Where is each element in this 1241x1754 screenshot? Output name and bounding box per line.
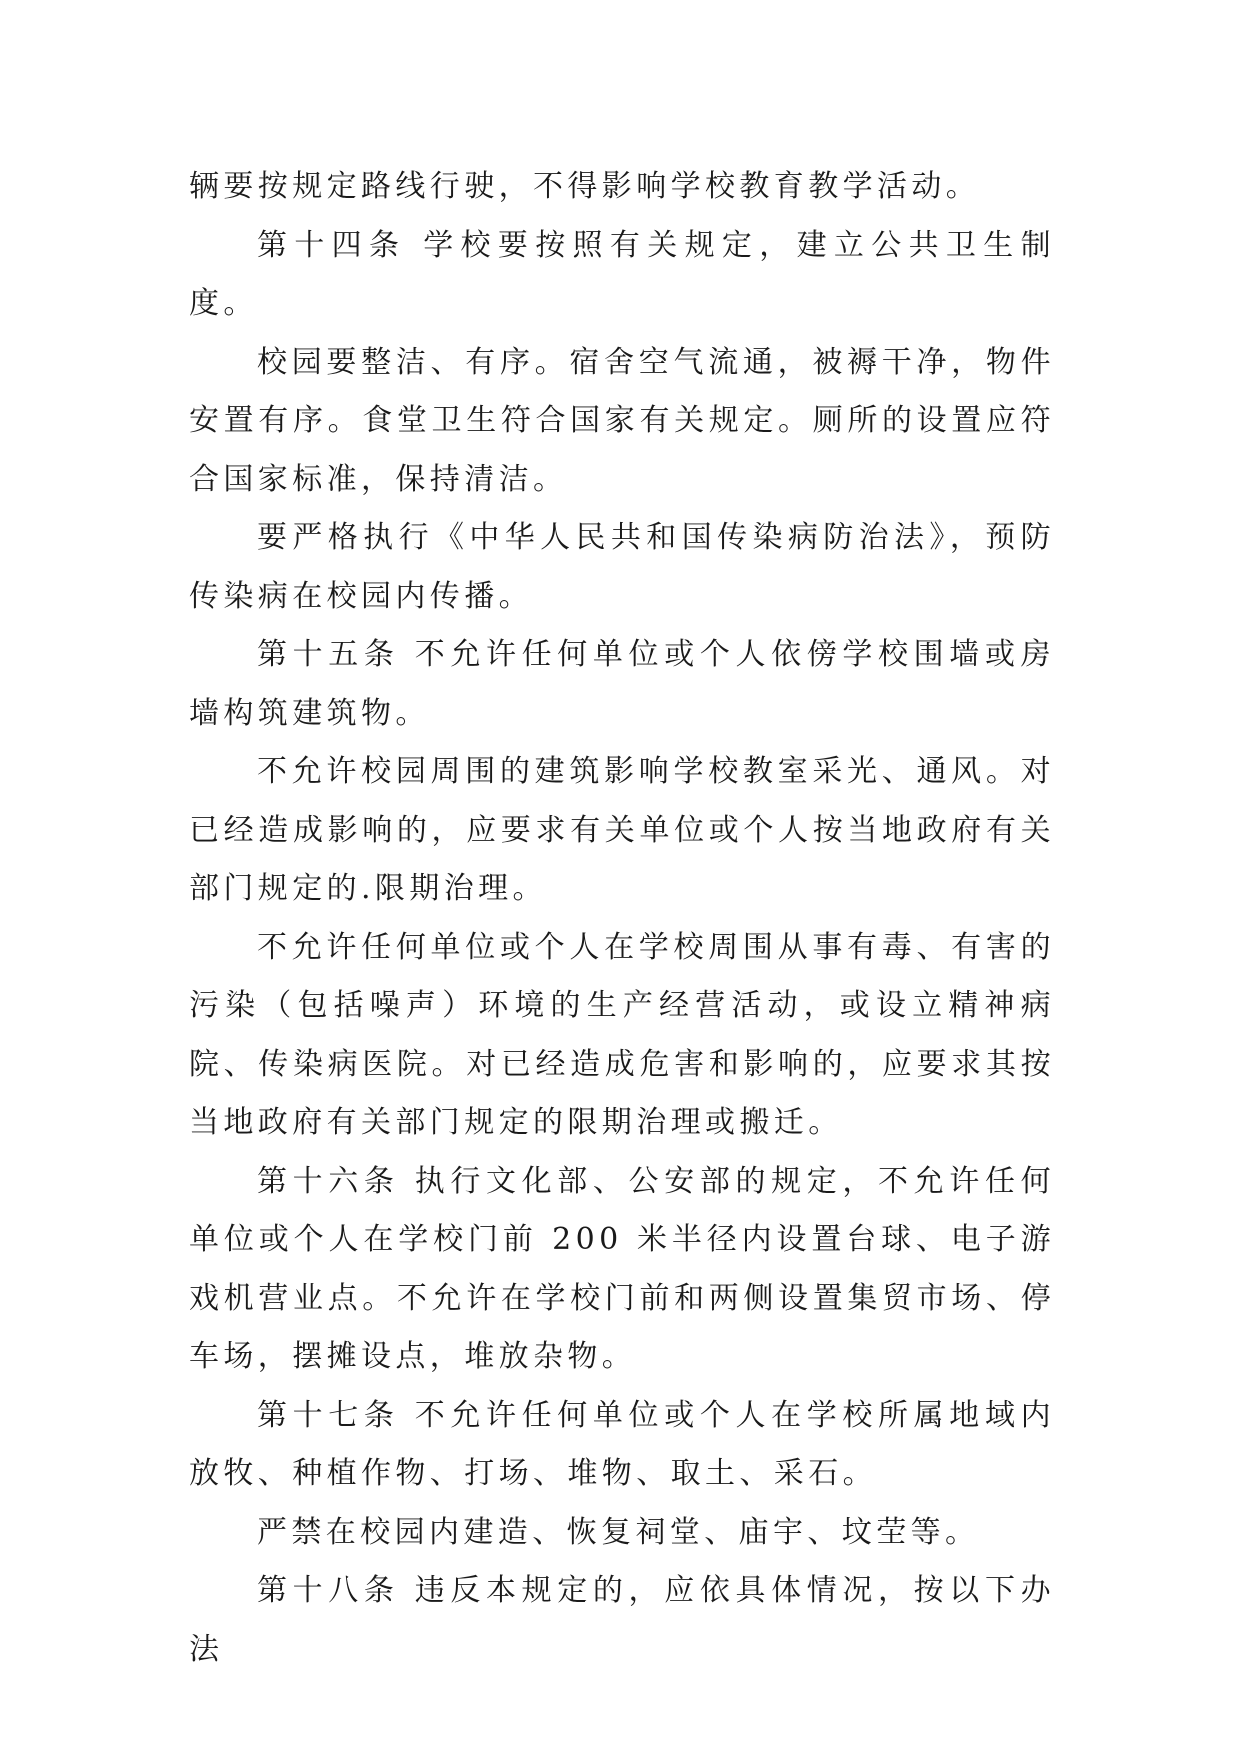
paragraph: 要严格执行《中华人民共和国传染病防治法》，预防传染病在校园内传播。 — [189, 520, 1055, 614]
paragraph-article-18: 第十八条 违反本规定的，应依具体情况，按以下办法 — [189, 1573, 1055, 1667]
paragraph: 校园要整洁、有序。宿舍空气流通，被褥干净，物件安置有序。食堂卫生符合国家有关规定。厕所的设置应符合国家标准，保持清洁。 — [189, 344, 1055, 497]
paragraph: 辆要按规定路线行驶，不得影响学校教育教学活动。 — [189, 169, 981, 204]
paragraph: 严禁在校园内建造、恢复祠堂、庙宇、坟茔等。 — [257, 1514, 980, 1550]
document-body — [189, 158, 1055, 1679]
paragraph-article-15: 第十五条 不允许任何单位或个人依傍学校围墙或房墙构筑建筑物。 — [189, 637, 1055, 731]
paragraph-article-14: 第十四条 学校要按照有关规定，建立公共卫生制度。 — [189, 227, 1055, 321]
paragraph-article-17: 第十七条 不允许任何单位或个人在学校所属地域内放牧、种植作物、打场、堆物、取土、采石。 — [189, 1397, 1055, 1491]
paragraph: 不允许任何单位或个人在学校周围从事有毒、有害的污染（包括噪声）环境的生产经营活动，或设立精神病院、传染病医院。对已经造成危害和影响的，应要求其按当地政府有关部门规定的限期治理或搬迁。 — [189, 929, 1055, 1140]
paragraph-article-16: 第十六条 执行文化部、公安部的规定，不允许任何单位或个人在学校门前 200 米半径内设置台球、电子游戏机营业点。不允许在学校门前和两侧设置集贸市场、停车场，摆摊设点，堆放杂物。 — [189, 1163, 1055, 1374]
paragraph: 不允许校园周围的建筑影响学校教室采光、通风。对已经造成影响的，应要求有关单位或个人按当地政府有关部门规定的.限期治理。 — [189, 754, 1055, 906]
